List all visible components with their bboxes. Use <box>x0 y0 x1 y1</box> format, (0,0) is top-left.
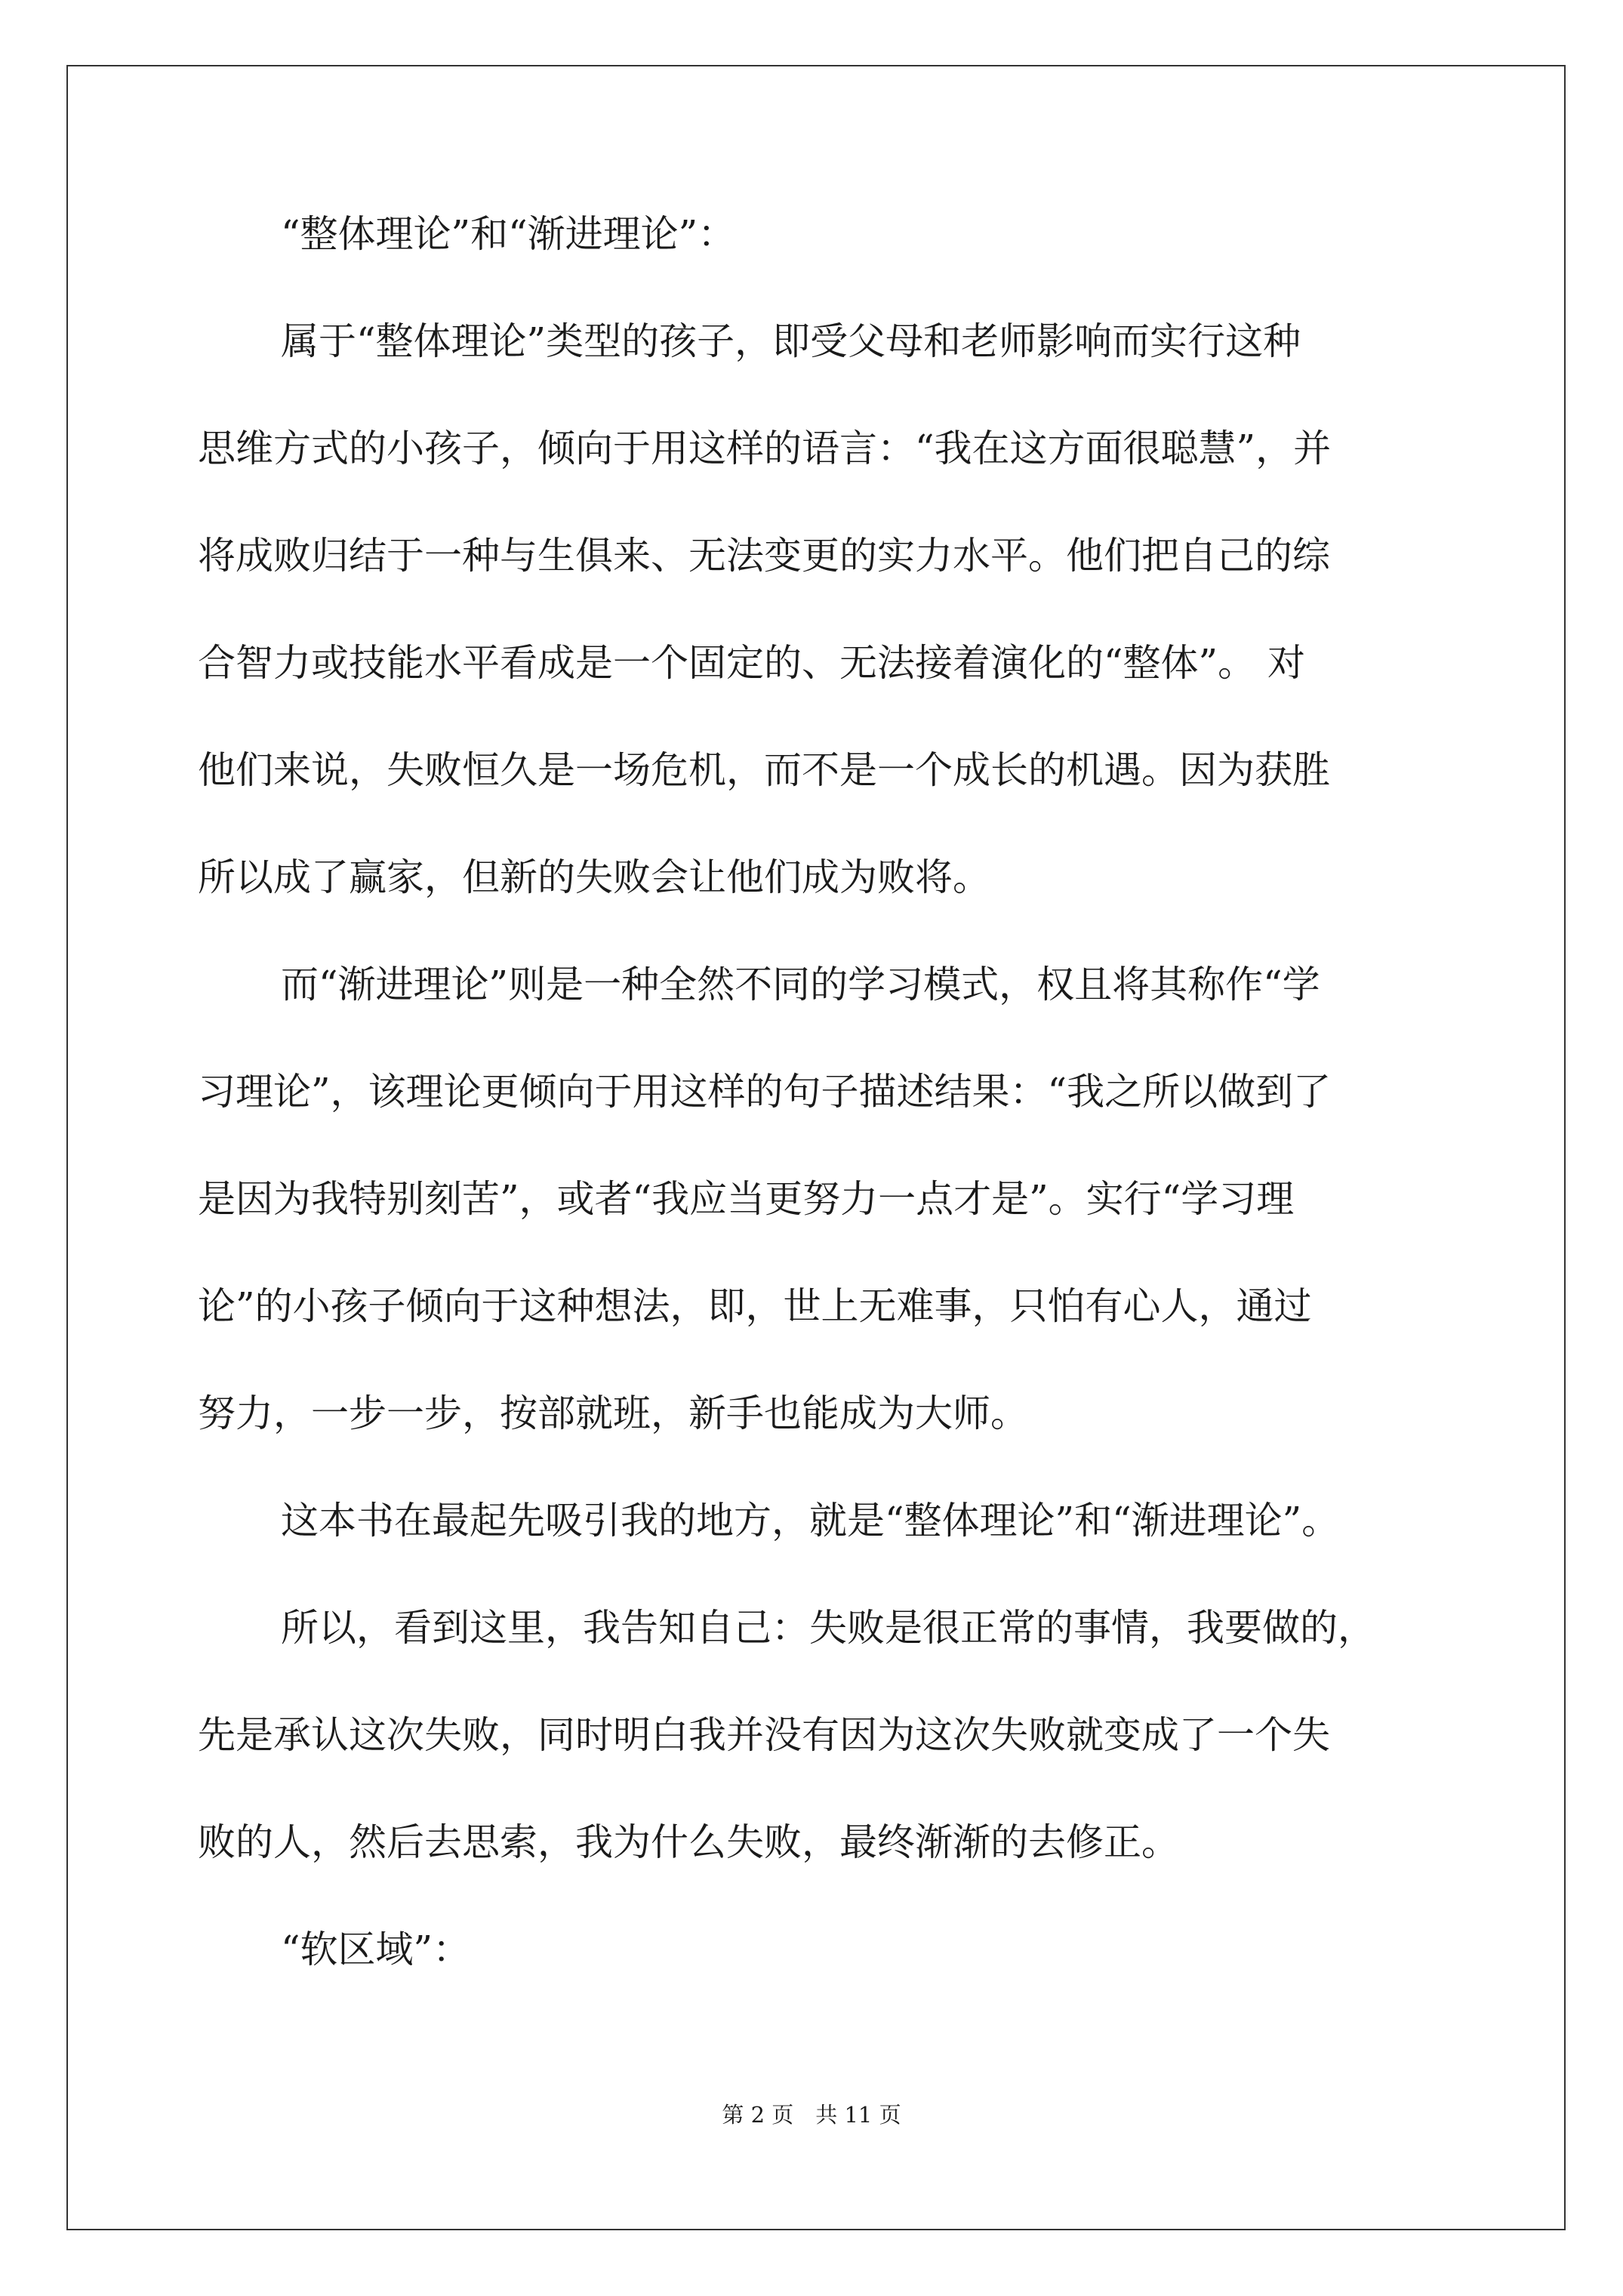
paragraph-line: 努力，一步一步，按部就班，新手也能成为大师。 <box>198 1391 1028 1435</box>
paragraph-line: 将成败归结于一种与生俱来、无法变更的实力水平。他们把自己的综 <box>198 534 1330 578</box>
page-border <box>66 65 1566 2230</box>
paragraph-line: 所以成了赢家，但新的失败会让他们成为败将。 <box>198 855 990 899</box>
paragraph-line: 先是承认这次失败，同时明白我并没有因为这次失败就变成了一个失 <box>198 1713 1330 1757</box>
section-heading-theories: “整体理论”和“渐进理论”： <box>281 212 736 256</box>
paragraph-line: 思维方式的小孩子，倾向于用这样的语言：“我在这方面很聪慧”，并 <box>198 427 1332 470</box>
paragraph-line: 合智力或技能水平看成是一个固定的、无法接着演化的“整体”。 对 <box>198 641 1306 685</box>
paragraph-line: 他们来说，失败恒久是一场危机，而不是一个成长的机遇。因为获胜 <box>198 748 1330 792</box>
page-number-footer: 第 2 页 共 11 页 <box>722 2102 901 2128</box>
paragraph-line: 而“渐进理论”则是一种全然不同的学习模式，权且将其称作“学 <box>281 963 1320 1006</box>
paragraph-line: 习理论”，该理论更倾向于用这样的句子描述结果：“我之所以做到了 <box>198 1070 1332 1114</box>
section-heading-soft-zone: “软区域”： <box>281 1928 471 1971</box>
paragraph-line: 这本书在最起先吸引我的地方，就是“整体理论”和“渐进理论”。 <box>281 1499 1340 1542</box>
paragraph-line: 论”的小孩子倾向于这种想法，即，世上无难事，只怕有心人，通过 <box>198 1284 1312 1328</box>
paragraph-line: 败的人，然后去思索，我为什么失败，最终渐渐的去修正。 <box>198 1820 1179 1864</box>
paragraph-line: 所以，看到这里，我告知自己：失败是很正常的事情，我要做的， <box>281 1606 1375 1650</box>
paragraph-line: 属于“整体理论”类型的孩子，即受父母和老师影响而实行这种 <box>281 319 1301 363</box>
paragraph-line: 是因为我特别刻苦”，或者“我应当更努力一点才是”。实行“学习理 <box>198 1177 1295 1221</box>
